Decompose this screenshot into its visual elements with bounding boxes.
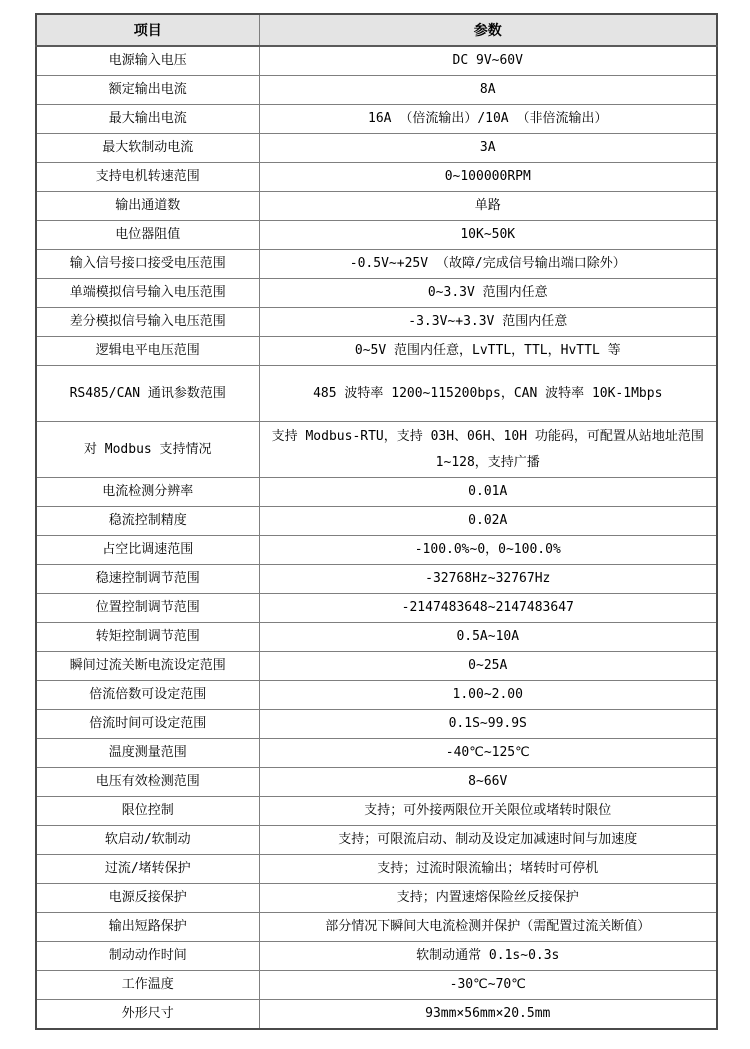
item-cell: 电流检测分辨率 xyxy=(36,478,259,507)
item-cell: 差分模拟信号输入电压范围 xyxy=(36,308,259,337)
header-row xyxy=(36,14,717,46)
param-cell: 0~100000RPM xyxy=(259,163,717,192)
param-cell: -40℃~125℃ xyxy=(259,739,717,768)
table-row xyxy=(36,1000,717,1030)
item-cell: 制动动作时间 xyxy=(36,942,259,971)
table-row xyxy=(36,913,717,942)
param-cell: -32768Hz~32767Hz xyxy=(259,565,717,594)
table-row xyxy=(36,826,717,855)
item-cell: 软启动/软制动 xyxy=(36,826,259,855)
header-cell-param: 参数 xyxy=(259,14,717,46)
param-cell: -3.3V~+3.3V 范围内任意 xyxy=(259,308,717,337)
item-cell: 工作温度 xyxy=(36,971,259,1000)
param-cell: 支持；内置速熔保险丝反接保护 xyxy=(259,884,717,913)
item-cell: 占空比调速范围 xyxy=(36,536,259,565)
table-row xyxy=(36,76,717,105)
spec-table-body xyxy=(36,46,717,1029)
table-row xyxy=(36,768,717,797)
item-cell: 单端模拟信号输入电压范围 xyxy=(36,279,259,308)
item-cell: 稳速控制调节范围 xyxy=(36,565,259,594)
item-cell: 最大软制动电流 xyxy=(36,134,259,163)
table-row xyxy=(36,623,717,652)
param-cell: 0.5A~10A xyxy=(259,623,717,652)
param-cell: 93mm×56mm×20.5mm xyxy=(259,1000,717,1030)
item-cell: RS485/CAN 通讯参数范围 xyxy=(36,366,259,422)
param-cell: DC 9V~60V xyxy=(259,46,717,76)
param-cell: 单路 xyxy=(259,192,717,221)
param-cell: 485 波特率 1200~115200bps，CAN 波特率 10K-1Mbps xyxy=(259,366,717,422)
item-cell: 额定输出电流 xyxy=(36,76,259,105)
table-row xyxy=(36,971,717,1000)
table-row xyxy=(36,105,717,134)
table-row xyxy=(36,308,717,337)
spec-table-header xyxy=(36,14,717,46)
param-cell: 0.1S~99.9S xyxy=(259,710,717,739)
table-row xyxy=(36,221,717,250)
table-row xyxy=(36,536,717,565)
param-cell: 0~5V 范围内任意，LvTTL，TTL，HvTTL 等 xyxy=(259,337,717,366)
param-cell: 支持；过流时限流输出；堵转时可停机 xyxy=(259,855,717,884)
table-row xyxy=(36,478,717,507)
table-row xyxy=(36,279,717,308)
param-cell: -100.0%~0，0~100.0% xyxy=(259,536,717,565)
param-cell: 支持 Modbus-RTU，支持 03H、06H、10H 功能码，可配置从站地址范围 1~128，支持广播 xyxy=(259,422,717,478)
param-cell: 支持；可外接两限位开关限位或堵转时限位 xyxy=(259,797,717,826)
item-cell: 支持电机转速范围 xyxy=(36,163,259,192)
item-cell: 电压有效检测范围 xyxy=(36,768,259,797)
param-cell: 0.01A xyxy=(259,478,717,507)
item-cell: 稳流控制精度 xyxy=(36,507,259,536)
param-cell: 部分情况下瞬间大电流检测并保护（需配置过流关断值） xyxy=(259,913,717,942)
table-row xyxy=(36,942,717,971)
param-cell: 10K~50K xyxy=(259,221,717,250)
table-row xyxy=(36,163,717,192)
item-cell: 对 Modbus 支持情况 xyxy=(36,422,259,478)
item-cell: 倍流时间可设定范围 xyxy=(36,710,259,739)
spec-table xyxy=(35,13,718,1030)
table-row xyxy=(36,594,717,623)
item-cell: 转矩控制调节范围 xyxy=(36,623,259,652)
table-row xyxy=(36,46,717,76)
item-cell: 最大输出电流 xyxy=(36,105,259,134)
table-row xyxy=(36,797,717,826)
table-row xyxy=(36,507,717,536)
param-cell: 0~3.3V 范围内任意 xyxy=(259,279,717,308)
param-cell: -0.5V~+25V （故障/完成信号输出端口除外） xyxy=(259,250,717,279)
param-cell: 支持；可限流启动、制动及设定加减速时间与加速度 xyxy=(259,826,717,855)
item-cell: 电源反接保护 xyxy=(36,884,259,913)
table-row xyxy=(36,337,717,366)
param-cell: 16A （倍流输出）/10A （非倍流输出） xyxy=(259,105,717,134)
table-row xyxy=(36,192,717,221)
param-cell: 0~25A xyxy=(259,652,717,681)
table-row xyxy=(36,565,717,594)
item-cell: 逻辑电平电压范围 xyxy=(36,337,259,366)
item-cell: 输出短路保护 xyxy=(36,913,259,942)
table-row xyxy=(36,134,717,163)
item-cell: 输出通道数 xyxy=(36,192,259,221)
table-row xyxy=(36,710,717,739)
item-cell: 电位器阻值 xyxy=(36,221,259,250)
param-cell: -30℃~70℃ xyxy=(259,971,717,1000)
item-cell: 输入信号接口接受电压范围 xyxy=(36,250,259,279)
param-cell: 8~66V xyxy=(259,768,717,797)
param-cell: 0.02A xyxy=(259,507,717,536)
param-cell: 8A xyxy=(259,76,717,105)
table-row xyxy=(36,884,717,913)
item-cell: 限位控制 xyxy=(36,797,259,826)
param-cell: 1.00~2.00 xyxy=(259,681,717,710)
item-cell: 温度测量范围 xyxy=(36,739,259,768)
table-row xyxy=(36,366,717,422)
table-row xyxy=(36,681,717,710)
param-cell: 3A xyxy=(259,134,717,163)
param-cell: -2147483648~2147483647 xyxy=(259,594,717,623)
item-cell: 位置控制调节范围 xyxy=(36,594,259,623)
item-cell: 瞬间过流关断电流设定范围 xyxy=(36,652,259,681)
item-cell: 电源输入电压 xyxy=(36,46,259,76)
param-cell: 软制动通常 0.1s~0.3s xyxy=(259,942,717,971)
table-row xyxy=(36,739,717,768)
header-cell-item: 项目 xyxy=(36,14,259,46)
item-cell: 倍流倍数可设定范围 xyxy=(36,681,259,710)
table-row xyxy=(36,422,717,478)
table-row xyxy=(36,250,717,279)
item-cell: 外形尺寸 xyxy=(36,1000,259,1030)
item-cell: 过流/堵转保护 xyxy=(36,855,259,884)
table-row xyxy=(36,855,717,884)
table-row xyxy=(36,652,717,681)
